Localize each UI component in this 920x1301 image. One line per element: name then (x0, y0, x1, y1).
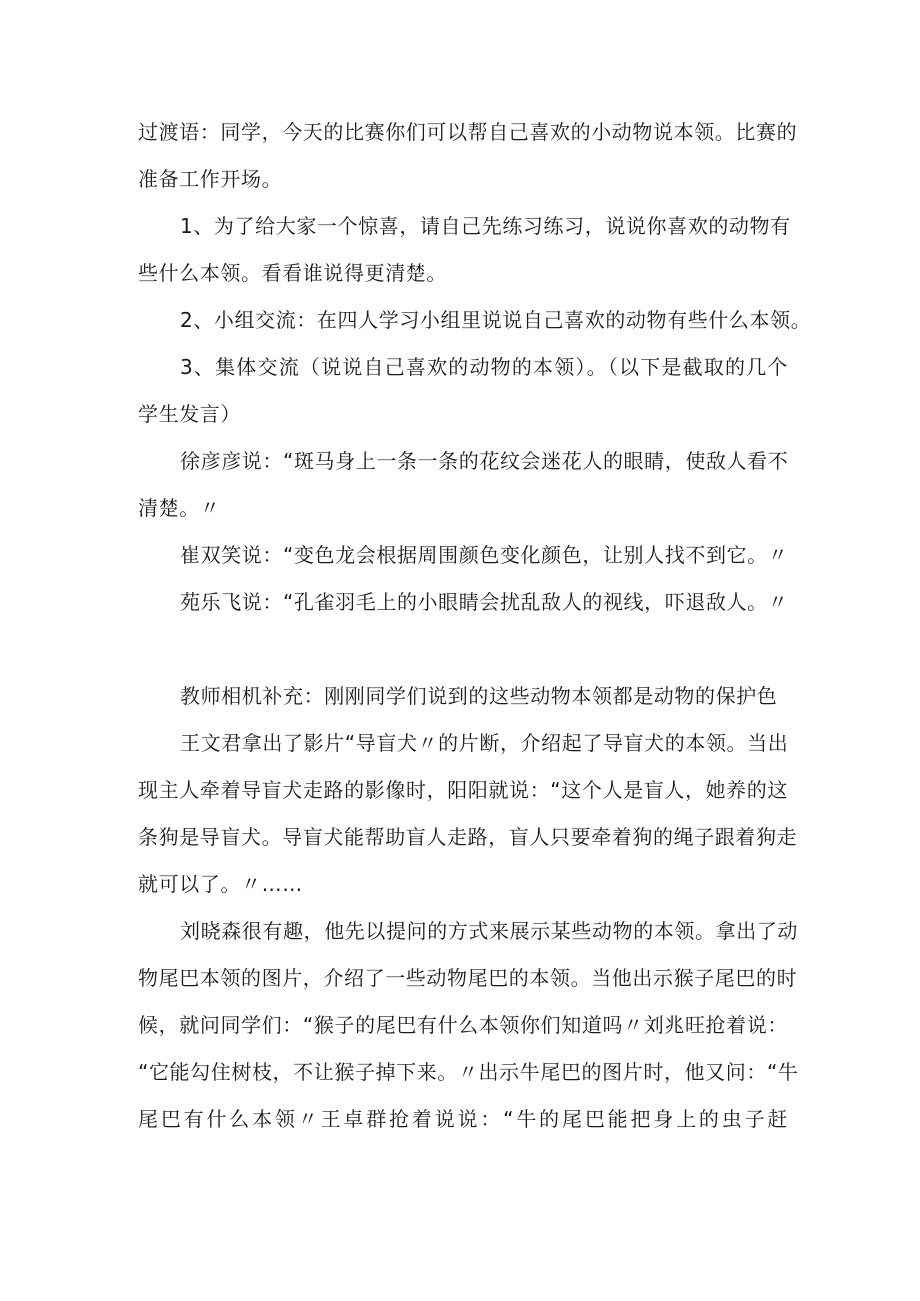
paragraph-line: 2、小组交流：在四人学习小组里说说自己喜欢的动物有些什么本领。 (180, 308, 812, 332)
paragraph-line: 尾巴有什么本领〃王卓群抢着说说：“牛的尾巴能把身上的虫子赶 (138, 1107, 788, 1131)
paragraph-line: 现主人牵着导盲犬走路的影像时，阳阳就说：“这个人是盲人，她养的这 (138, 778, 788, 802)
paragraph-line: 3、集体交流（说说自己喜欢的动物的本领）。（以下是截取的几个 (180, 355, 788, 379)
paragraph-line: 物尾巴本领的图片，介绍了一些动物尾巴的本领。当他出示猴子尾巴的时 (138, 966, 798, 990)
paragraph-line: 1、为了给大家一个惊喜，请自己先练习练习，说说你喜欢的动物有 (180, 214, 791, 238)
paragraph-line: 学生发言） (138, 402, 241, 426)
paragraph-line: 就可以了。〃…… (138, 872, 303, 896)
paragraph-line: 教师相机补充：刚刚同学们说到的这些动物本领都是动物的保护色 (180, 684, 778, 708)
paragraph-line: 条狗是导盲犬。导盲犬能帮助盲人走路，盲人只要牵着狗的绳子跟着狗走 (138, 825, 798, 849)
paragraph-line: “它能勾住树枝，不让猴子掉下来。〃出示牛尾巴的图片时，他又问：“牛 (138, 1060, 799, 1084)
paragraph-line: 候，就问同学们：“猴子的尾巴有什么本领你们知道吗〃刘兆旺抢着说： (138, 1013, 788, 1037)
paragraph-line: 刘晓森很有趣，他先以提问的方式来展示某些动物的本领。拿出了动 (180, 919, 798, 943)
paragraph-line: 苑乐飞说：“孔雀羽毛上的小眼睛会扰乱敌人的视线，吓退敌人。〃 (180, 590, 789, 614)
paragraph-line: 崔双笑说：“变色龙会根据周围颜色变化颜色，让别人找不到它。〃 (180, 543, 789, 567)
paragraph-line: 准备工作开场。 (138, 167, 283, 191)
paragraph-line: 清楚。〃 (138, 496, 221, 520)
paragraph-line: 王文君拿出了影片“导盲犬〃的片断，介绍起了导盲犬的本领。当出 (180, 731, 789, 755)
paragraph-line: 些什么本领。看看谁说得更清楚。 (138, 261, 447, 285)
paragraph-line: 过渡语：同学，今天的比赛你们可以帮自己喜欢的小动物说本领。比赛的 (138, 120, 798, 144)
paragraph-line: 徐彦彦说：“斑马身上一条一条的花纹会迷花人的眼睛，使敌人看不 (180, 449, 789, 473)
